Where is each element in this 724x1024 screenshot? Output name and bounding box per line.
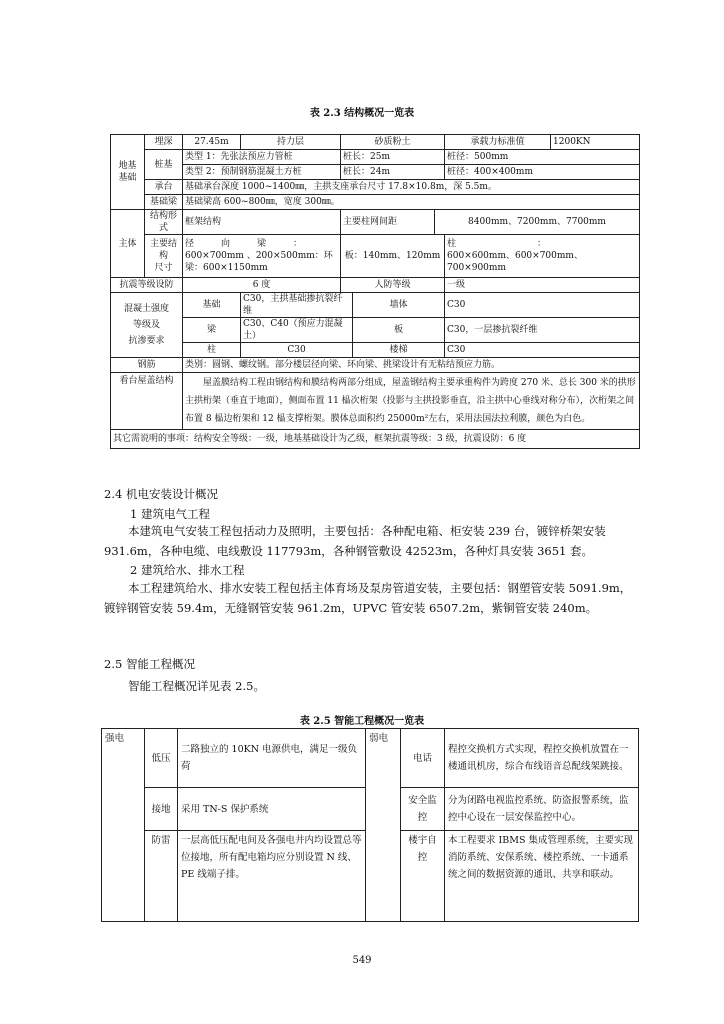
pile-type-1: 类型 1：先张法预应力管桩 bbox=[183, 150, 341, 165]
concrete-wall-value: C30 bbox=[445, 293, 640, 318]
intelligent-intro: 智能工程概况详见表 2.5。 bbox=[128, 679, 265, 693]
rebar-value: 类别：圆钢、螺纹钢。部分楼层径向梁、环向梁、挑梁设计有无粘结预应力筋。 bbox=[183, 358, 640, 373]
other-notes: 其它需说明的事项：结构安全等级：一级，地基基础设计为乙级，框架抗震等级：3 级，抗震设防：6 度 bbox=[111, 430, 640, 449]
roof-structure-value: 屋盖膜结构工程由钢结构和膜结构两部分组成，屋盖钢结构主要承重构件为跨度 270 米、总长 300 米的拱形主拱桁架（垂直于地面），侧面布置 11 榀次桁架（投影与主拱投影垂直，沿主拱中心垂线对称分布），次桁架之间布置 8 榀边桁架和 12 榀支撑桁架。膜体总面积约 25000m²左右，采用法国法拉利膜，颜色为白色。 bbox=[183, 373, 640, 430]
concrete-column-label: 柱 bbox=[183, 343, 241, 358]
bearing-layer-value: 砂质粉土 bbox=[341, 135, 445, 150]
column-grid-label: 主要柱网间距 bbox=[341, 210, 435, 235]
plumbing-text: 本工程建筑给水、排水安装工程包括主体育场及泵房管道安装，主要包括：钢塑管安装 5091.9m，镀锌钢管安装 59.4m，无缝钢管安装 961.2m，UPVC 管安装 6507.2m，紫铜管安装 240m。 bbox=[104, 581, 632, 615]
seismic-value: 6 度 bbox=[183, 278, 341, 293]
main-structure-group-label: 主体 bbox=[111, 210, 145, 278]
bearing-layer-label: 持力层 bbox=[241, 135, 341, 150]
strong-current-label: 强电 bbox=[102, 729, 145, 922]
civil-defense-value: 一级 bbox=[445, 278, 640, 293]
pile-diameter-1: 桩径：500mm bbox=[445, 150, 640, 165]
foundation-group-label: 地基 基础 bbox=[111, 135, 145, 210]
foundation-beam-label: 基础梁 bbox=[145, 195, 183, 210]
main-size-label: 主要结构 尺寸 bbox=[145, 235, 183, 278]
column-heading: 柱 ： bbox=[447, 239, 547, 249]
slab-thickness: 板：140mm、120mm bbox=[341, 235, 445, 278]
concrete-stair-value: C30 bbox=[445, 343, 640, 358]
depth-value: 27.45m bbox=[183, 135, 241, 150]
roof-structure-label: 看台屋盖结构 bbox=[111, 373, 183, 430]
security-monitoring-value: 分为闭路电视监控系统、防盗报警系统，监控中心设在一层安保监控中心。 bbox=[445, 788, 639, 831]
building-automation-label: 楼宇自控 bbox=[401, 831, 445, 922]
low-voltage-value: 二路独立的 10KN 电源供电，满足一级负荷 bbox=[178, 729, 366, 788]
radial-beam-heading: 径 向 梁 ： bbox=[185, 239, 303, 249]
civil-defense-label: 人防等级 bbox=[341, 278, 445, 293]
concrete-beam-value: C30、C40（预应力混凝土） bbox=[241, 318, 353, 343]
bearing-capacity-label: 承载力标准值 bbox=[445, 135, 551, 150]
radial-beam-values: 600×700mm 、200×500mm：环梁：600×1150mm bbox=[185, 251, 333, 273]
intelligent-overview-table bbox=[101, 728, 639, 922]
concrete-wall-label: 墙体 bbox=[353, 293, 445, 318]
grounding-value: 采用 TN-S 保护系统 bbox=[178, 788, 366, 831]
structure-form-label: 结构形式 bbox=[145, 210, 183, 235]
electrical-text: 本建筑电气安装工程包括动力及照明，主要包括：各种配电箱、柜安装 239 台，镀锌桥架安装 931.6m，各种电缆、电线敷设 117793m，各种钢管敷设 42523m，各种灯具安装 3651 套。 bbox=[104, 524, 606, 558]
section-2-5-title: 2.5 智能工程概况 bbox=[104, 657, 195, 671]
electrical-subtitle: 1 建筑电气工程 bbox=[130, 507, 210, 521]
structure-overview-table bbox=[110, 134, 640, 449]
foundation-beam-value: 基础梁高 600~800㎜，宽度 300㎜。 bbox=[183, 195, 640, 210]
bearing-capacity-value: 1200KN bbox=[551, 135, 640, 150]
section-2-4-title: 2.4 机电安装设计概况 bbox=[104, 487, 218, 501]
pile-type-2: 类型 2：预制钢筋混凝土方桩 bbox=[183, 165, 341, 180]
concrete-beam-label: 梁 bbox=[183, 318, 241, 343]
telephone-label: 电话 bbox=[401, 729, 445, 788]
pile-diameter-2: 桩径：400×400mm bbox=[445, 165, 640, 180]
structure-form-value: 框架结构 bbox=[183, 210, 341, 235]
column-values: 600×600mm、600×700mm、700×900mm bbox=[447, 251, 583, 273]
weak-current-label: 弱电 bbox=[366, 729, 401, 922]
table-2-3-caption: 表 2.3 结构概况一览表 bbox=[309, 108, 415, 119]
concrete-stair-label: 楼梯 bbox=[353, 343, 445, 358]
radial-beam-size bbox=[183, 235, 341, 278]
depth-label: 埋深 bbox=[145, 135, 183, 150]
pile-length-2: 桩长：24m bbox=[341, 165, 445, 180]
concrete-slab-label: 板 bbox=[353, 318, 445, 343]
concrete-group-label: 混凝土强度 等级及 抗渗要求 bbox=[111, 293, 183, 358]
plumbing-subtitle: 2 建筑给水、排水工程 bbox=[130, 563, 245, 577]
security-monitoring-label: 安全监控 bbox=[401, 788, 445, 831]
lightning-protection-value: 一层高低压配电间及各强电井内均设置总等位接地，所有配电箱均应分别设置 N 线、PE 线端子排。 bbox=[178, 831, 366, 922]
cap-label: 承台 bbox=[145, 180, 183, 195]
lightning-protection-label: 防雷 bbox=[145, 831, 178, 922]
building-automation-value: 本工程要求 IBMS 集成管理系统，主要实现消防系统、安保系统、楼控系统、一卡通系统之间的数据资源的通讯、共享和联动。 bbox=[445, 831, 639, 922]
telephone-value: 程控交换机方式实现，程控交换机放置在一楼通讯机房，综合布线语音总配线架跳接。 bbox=[445, 729, 639, 788]
column-size bbox=[445, 235, 640, 278]
grounding-label: 接地 bbox=[145, 788, 178, 831]
concrete-foundation-value: C30，主拱基础掺抗裂纤维 bbox=[241, 293, 353, 318]
rebar-label: 钢筋 bbox=[111, 358, 183, 373]
concrete-slab-value: C30，一层掺抗裂纤维 bbox=[445, 318, 640, 343]
table-2-5-caption: 表 2.5 智能工程概况一览表 bbox=[299, 716, 425, 727]
low-voltage-label: 低压 bbox=[145, 729, 178, 788]
page-number: 549 bbox=[352, 955, 372, 966]
concrete-foundation-label: 基础 bbox=[183, 293, 241, 318]
pile-length-1: 桩长：25m bbox=[341, 150, 445, 165]
pile-label: 桩基 bbox=[145, 150, 183, 180]
concrete-column-value: C30 bbox=[241, 343, 353, 358]
seismic-label: 抗震等级设防 bbox=[111, 278, 183, 293]
cap-value: 基础承台深度 1000~1400㎜，主拱支座承台尺寸 17.8×10.8m，深 5.5m。 bbox=[183, 180, 640, 195]
column-grid-value: 8400mm、7200mm、7700mm bbox=[435, 210, 640, 235]
